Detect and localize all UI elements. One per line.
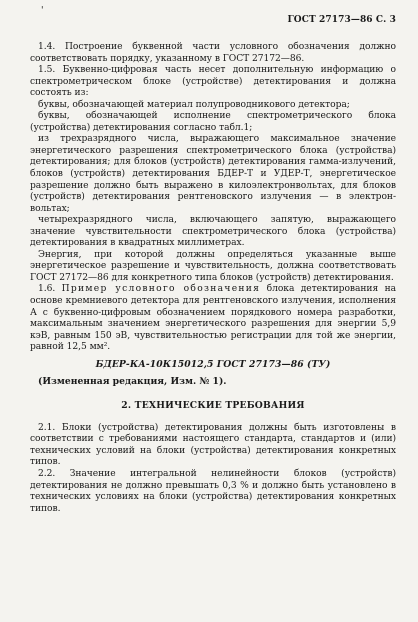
- page-header: ГОСТ 27173—86 С. 3: [287, 15, 396, 25]
- example-heading-spaced: Пример условного обозначения: [61, 284, 261, 295]
- section-title: 2. ТЕХНИЧЕСКИЕ ТРЕБОВАНИЯ: [121, 399, 305, 411]
- amendment-note: (Измененная редакция, Изм. № 1).: [38, 375, 227, 387]
- designation-example: БДЕР-КА-10К15012,5 ГОСТ 27173—86 (ТУ): [95, 358, 331, 370]
- paragraph-energy: Энергия, при которой должны определяться указанные выше энергетическое разрешение и чувствительность, должна соответствовать ГОСТ 27172—86 для конкретного типа блоков (устройств) детектирования.: [30, 249, 396, 283]
- paragraph-1-6-text: блока детектирования на основе кремниевого детектора для рентгеновского излучения, исполнения А с буквенно-цифровым обозначением порядкового номера разработки, максимальным значением энергетического разрешения для энергии 5,9 кэВ, равным 150 эВ, чувствительностью регистрации для той же энергии, равной 12,5 мм².: [30, 284, 396, 353]
- paragraph-1-5: 1.5. Буквенно-цифровая часть несет дополнительную информацию о спектрометрическом блоке (устройстве) детектирования и должна состоять из:: [30, 65, 396, 99]
- corner-mark: ': [41, 6, 44, 16]
- list-item-three-digit: из трехразрядного числа, выражающего максимальное значение энергетического разрешения спектрометрического блока (устройства) детектирования; для блоков (устройств) детектирования гамма-излучений, блоков (устройств) детектирования БДЕР-Т и УДЕР-Т, энергетическое разрешение должно быть выражено в килоэлектронвольтах, для блоков (устройств) детектирования рентгеновского излучения — в электрон-вольтах;: [30, 134, 396, 214]
- list-item-letter-material: буквы, обозначающей материал полупроводникового детектора;: [38, 99, 350, 110]
- list-item-letter-version: буквы, обозначающей исполнение спектрометрического блока (устройства) детектирования согласно табл.1;: [30, 111, 396, 133]
- list-item-four-digit: четырехразрядного числа, включающего запятую, выражающего значение чувствительности спектрометрического блока (устройства) детектирования в квадратных миллиметрах.: [30, 215, 396, 249]
- paragraph-1-4: 1.4. Построение буквенной части условного обозначения должно соответствовать порядку, указанному в ГОСТ 27172—86.: [30, 42, 396, 64]
- paragraph-1-6-number: 1.6.: [38, 284, 56, 295]
- paragraph-2-2: 2.2. Значение интегральной нелинейности блоков (устройств) детектирования не должно превышать 0,3 % и должно быть установлено в технических условиях на блоки (устройства) детектирования конкретных типов.: [30, 468, 396, 514]
- paragraph-2-1: 2.1. Блоки (устройства) детектирования должны быть изготовлены в соответствии с требованиями настоящего стандарта, стандартов и (или) технических условий на блоки (устройства) детектирования конкретных типов.: [30, 422, 396, 468]
- paragraph-1-6: [30, 284, 396, 353]
